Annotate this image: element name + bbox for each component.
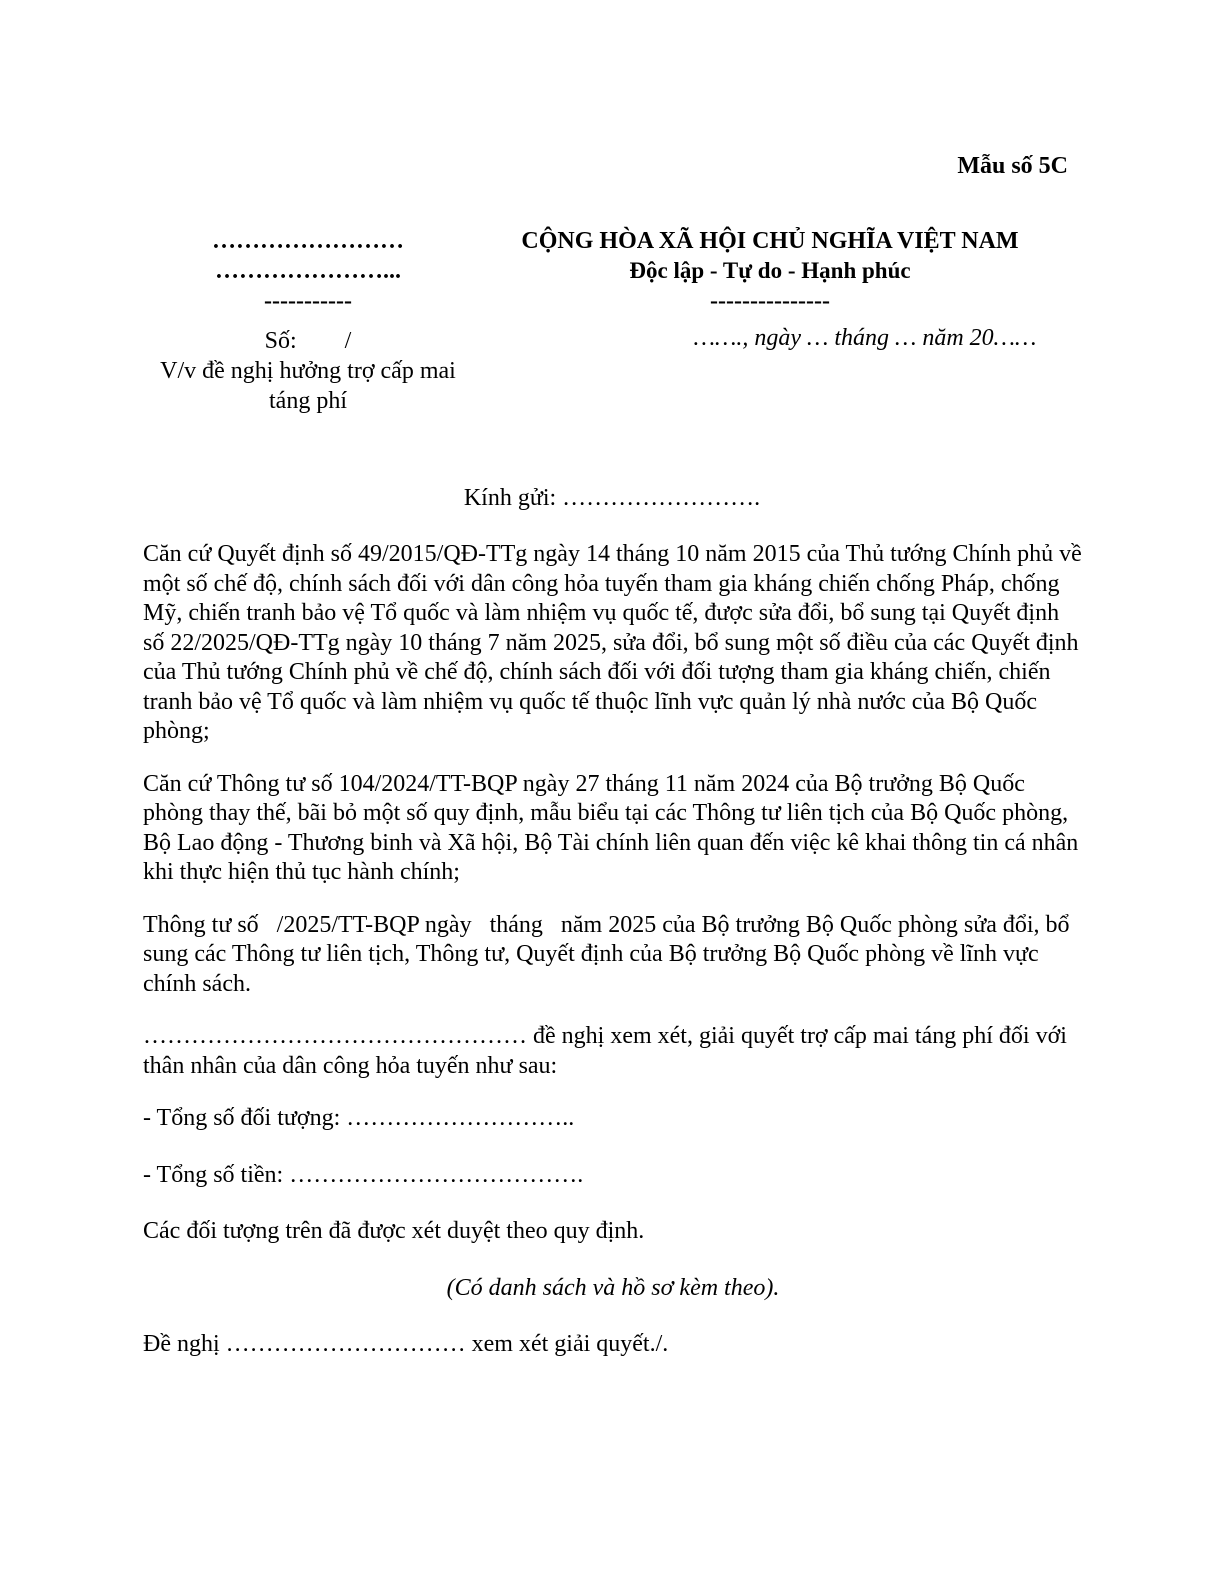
approval-statement: Các đối tượng trên đã được xét duyệt theo quy định.	[143, 1218, 645, 1244]
national-header-block	[470, 226, 1070, 316]
agency-line-2: …………………...	[215, 258, 401, 284]
recipient-line: Kính gửi: …………………….	[463, 485, 761, 511]
legal-basis-paragraph-2: Căn cứ Thông tư số 104/2024/TT-BQP ngày 27 tháng 11 năm 2024 của Bộ trưởng Bộ Quốc phòng thay thế, bãi bỏ một số quy định, mẫu biểu tại các Thông tư liên tịch của Bộ Quốc phòng, Bộ Lao động - Thương binh và Xã hội, Bộ Tài chính liên quan đến việc kê khai thông tin cá nhân khi thực hiện thủ tục hành chính;	[143, 770, 1079, 885]
closing-request: Đề nghị ………………………… xem xét giải quyết./.	[143, 1331, 669, 1357]
subject-line-2: táng phí	[269, 388, 347, 414]
legal-basis-paragraph-3: Thông tư số /2025/TT-BQP ngày tháng năm 2025 của Bộ trưởng Bộ Quốc phòng sửa đổi, bổ sung các Thông tư liên tịch, Thông tư, Quyết định của Bộ trưởng Bộ Quốc phòng về lĩnh vực chính sách.	[143, 911, 1076, 997]
issuing-agency-block	[138, 226, 478, 416]
national-motto: Độc lập - Tự do - Hạnh phúc	[629, 258, 911, 283]
legal-basis-paragraph-1: Căn cứ Quyết định số 49/2015/QĐ-TTg ngày 14 tháng 10 năm 2015 của Thủ tướng Chính phủ về một số chế độ, chính sách đối với dân công hỏa tuyến tham gia kháng chiến chống Pháp, chống Mỹ, chiến tranh bảo vệ Tổ quốc và làm nhiệm vụ quốc tế, được sửa đổi, bổ sung tại Quyết định số 22/2025/QĐ-TTg ngày 10 tháng 7 năm 2025, sửa đổi, bổ sung một số điều của các Quyết định của Thủ tướng Chính phủ về chế độ, chính sách đối với đối tượng tham gia kháng chiến, chiến tranh bảo vệ Tổ quốc và làm nhiệm vụ quốc tế thuộc lĩnh vực quản lý nhà nước của Bộ Quốc phòng;	[143, 541, 1082, 744]
attachment-note: (Có danh sách và hồ sơ kèm theo).	[446, 1274, 780, 1301]
form-number: Mẫu số 5C	[957, 153, 1068, 179]
agency-divider: -----------	[264, 288, 352, 314]
total-amount-line: - Tổng số tiền: ……………………………….	[143, 1161, 584, 1188]
agency-line-1: ……………………	[212, 228, 404, 254]
nation-title: CỘNG HÒA XÃ HỘI CHỦ NGHĨA VIỆT NAM	[521, 228, 1019, 254]
subject-line-1: V/v đề nghị hưởng trợ cấp mai	[160, 358, 456, 384]
motto-divider: ---------------	[710, 288, 830, 314]
date-place-line: ……., ngày … tháng … năm 20……	[693, 325, 1037, 351]
request-paragraph: ………………………………………… đề nghị xem xét, giải quyết trợ cấp mai táng phí đối với thân nhân của dân công hỏa tuyến như sau:	[143, 1023, 1067, 1079]
document-body	[143, 540, 1083, 1383]
total-subjects-line: - Tổng số đối tượng: ………………………..	[143, 1105, 575, 1131]
document-number: Số: /	[264, 328, 352, 354]
